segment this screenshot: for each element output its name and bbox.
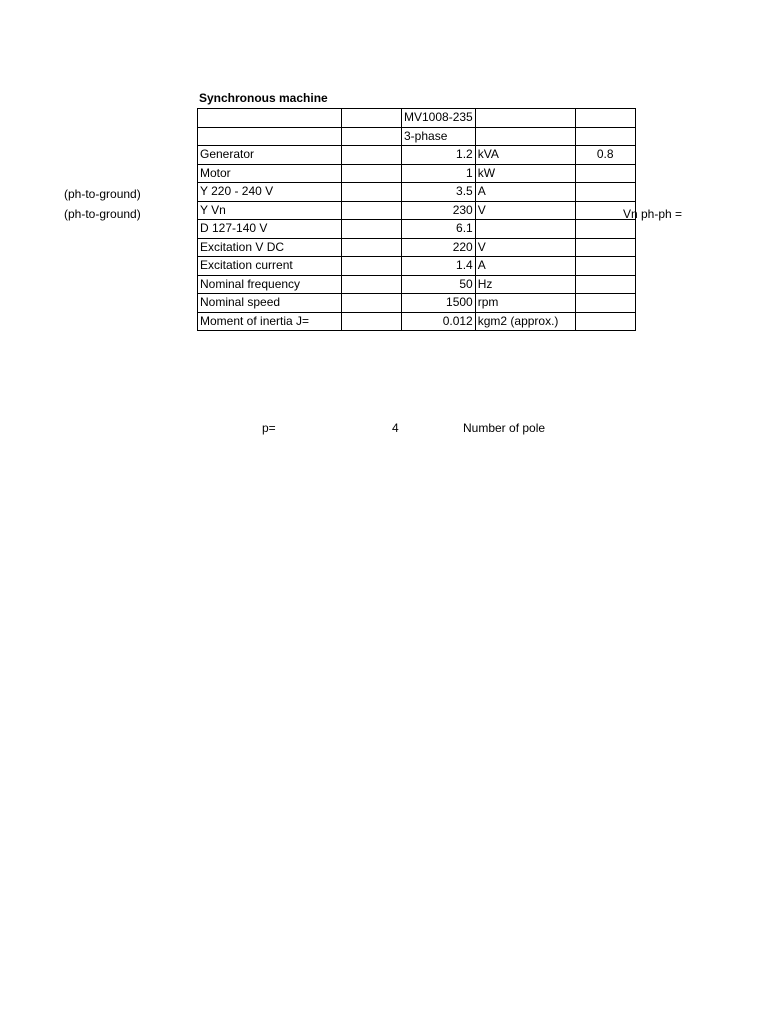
model-cell[interactable] (402, 109, 476, 128)
unit-cell[interactable] (475, 109, 575, 128)
row-label[interactable]: Y 220 - 240 V (198, 183, 342, 202)
side-note-ph-to-ground-yvn: (ph-to-ground) (64, 207, 141, 221)
extra-cell[interactable] (575, 127, 635, 146)
row-label[interactable]: Nominal speed (198, 294, 342, 313)
row-label[interactable]: Y Vn (198, 201, 342, 220)
extra-cell[interactable] (575, 109, 635, 128)
row-label[interactable]: Moment of inertia J= (198, 312, 342, 331)
row-label[interactable]: Excitation V DC (198, 238, 342, 257)
row-label[interactable]: Motor (198, 164, 342, 183)
unit-cell[interactable]: kW (475, 164, 575, 183)
table-row (198, 127, 636, 146)
poles-label: p= (262, 421, 276, 435)
sheet-title: Synchronous machine (199, 91, 328, 105)
row-label[interactable]: Excitation current (198, 257, 342, 276)
blank-cell[interactable] (342, 109, 402, 128)
table-row (198, 257, 636, 276)
value-cell[interactable]: 1 (402, 164, 476, 183)
unit-cell[interactable]: kVA (475, 146, 575, 165)
table-row (198, 220, 636, 239)
blank-cell[interactable] (342, 146, 402, 165)
unit-cell[interactable] (475, 220, 575, 239)
unit-cell[interactable] (475, 127, 575, 146)
spec-table (197, 108, 636, 331)
value-cell[interactable]: 1500 (402, 294, 476, 313)
table-row (198, 146, 636, 165)
extra-cell[interactable] (575, 238, 635, 257)
power-factor-cell[interactable]: 0.8 (575, 146, 635, 165)
poles-value[interactable]: 4 (392, 421, 399, 435)
model-value: MV1008-235 (404, 110, 473, 125)
row-label[interactable]: Nominal frequency (198, 275, 342, 294)
blank-cell[interactable] (342, 201, 402, 220)
table-row (198, 109, 636, 128)
extra-cell[interactable] (575, 312, 635, 331)
blank-cell[interactable] (342, 238, 402, 257)
unit-cell[interactable]: A (475, 183, 575, 202)
blank-cell[interactable] (342, 127, 402, 146)
side-note-ph-to-ground-y220: (ph-to-ground) (64, 187, 141, 201)
extra-cell[interactable] (575, 275, 635, 294)
value-cell[interactable]: 230 (402, 201, 476, 220)
unit-cell[interactable]: V (475, 201, 575, 220)
row-label[interactable]: Generator (198, 146, 342, 165)
unit-cell[interactable]: A (475, 257, 575, 276)
extra-cell[interactable] (575, 257, 635, 276)
row-label[interactable] (198, 127, 342, 146)
side-note-vn-ph-ph: Vn ph-ph = (623, 207, 683, 221)
table-row (198, 312, 636, 331)
extra-cell[interactable] (575, 164, 635, 183)
extra-cell[interactable] (575, 220, 635, 239)
table-row (198, 201, 636, 220)
table-row (198, 238, 636, 257)
table-row (198, 294, 636, 313)
row-label[interactable] (198, 109, 342, 128)
blank-cell[interactable] (342, 164, 402, 183)
value-cell[interactable]: 0.012 (402, 312, 476, 331)
table-row (198, 183, 636, 202)
value-cell[interactable]: 1.4 (402, 257, 476, 276)
unit-cell[interactable]: rpm (475, 294, 575, 313)
unit-cell[interactable]: Hz (475, 275, 575, 294)
value-cell[interactable]: 3.5 (402, 183, 476, 202)
row-label[interactable]: D 127-140 V (198, 220, 342, 239)
table-row (198, 275, 636, 294)
value-cell[interactable]: 220 (402, 238, 476, 257)
blank-cell[interactable] (342, 183, 402, 202)
blank-cell[interactable] (342, 312, 402, 331)
phase-cell[interactable]: 3-phase (402, 127, 476, 146)
value-cell[interactable]: 1.2 (402, 146, 476, 165)
extra-cell[interactable] (575, 183, 635, 202)
blank-cell[interactable] (342, 294, 402, 313)
unit-cell[interactable]: V (475, 238, 575, 257)
blank-cell[interactable] (342, 275, 402, 294)
unit-cell[interactable]: kgm2 (approx.) (475, 312, 575, 331)
blank-cell[interactable] (342, 257, 402, 276)
blank-cell[interactable] (342, 220, 402, 239)
value-cell[interactable]: 50 (402, 275, 476, 294)
extra-cell[interactable] (575, 201, 635, 220)
table-row (198, 164, 636, 183)
extra-cell[interactable] (575, 294, 635, 313)
poles-description: Number of pole (463, 421, 546, 435)
value-cell[interactable]: 6.1 (402, 220, 476, 239)
